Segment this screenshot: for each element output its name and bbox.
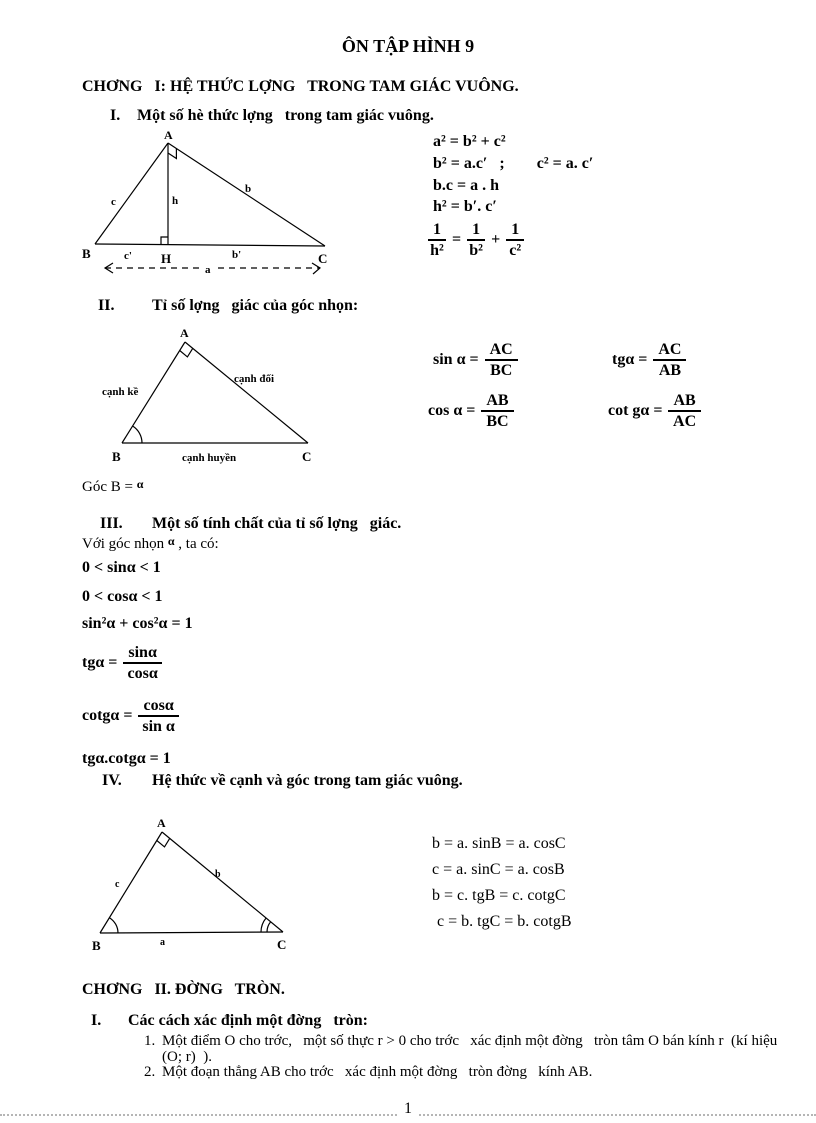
fraction-numerator: cosα (138, 697, 178, 717)
formula-lhs: tgα = (612, 351, 648, 369)
chapter2-heading: CHƠNG II. ĐỜNG TRÒN. (82, 981, 285, 998)
page-title: ÔN TẬP HÌNH 9 (341, 36, 475, 56)
angle-note-text: Góc B = (82, 479, 137, 495)
fraction-1-c2 (506, 221, 524, 260)
formula-product-bc: b.c = a . h (433, 177, 500, 194)
vertex-label-c: C (277, 937, 287, 952)
plus-sign: + (491, 231, 501, 249)
opposite-side-label: cạnh đối (234, 373, 275, 385)
chapter2-section1-heading (91, 1012, 368, 1030)
chapter1-heading: CHƠNG I: HỆ THỨC LỢNG TRONG TAM GIÁC VUÔNG. (82, 78, 519, 95)
vertex-label-c: C (302, 449, 312, 464)
fraction-numerator: AB (668, 392, 700, 412)
formula-cotg (608, 392, 701, 431)
page-number (0, 1100, 816, 1118)
side-label-a: a (160, 937, 165, 948)
formula-pythagoras: a² = b² + c² (433, 133, 506, 150)
list-item (144, 1064, 790, 1080)
fraction-denominator: AC (673, 413, 697, 431)
section4-number: IV. (102, 772, 122, 789)
section1-heading (110, 107, 434, 125)
foot-label-h: H (161, 251, 172, 266)
section4-title: Hệ thức về cạnh và góc trong tam giác vuông. (152, 772, 463, 789)
altitude-label-h: h (172, 195, 179, 207)
section4-heading (102, 772, 463, 790)
fraction-1-h2 (428, 221, 446, 260)
list-item-text: Một điểm O cho trớc, một số thực r > 0 cho trớc xác định một đờng tròn tâm O bán kính r (kí hiệu (O; r) ). (162, 1033, 782, 1066)
property-sin-bounds: 0 < sinα < 1 (82, 559, 161, 576)
property-tg-cotg-product: tgα.cotgα = 1 (82, 750, 171, 767)
vertex-label-c: C (318, 251, 328, 266)
fraction-denominator: cosα (127, 665, 158, 683)
fraction-numerator: sinα (123, 644, 162, 664)
list-item-text: Một đoạn thẳng AB cho trớc xác định một đờng tròn đờng kính AB. (162, 1064, 593, 1080)
fraction-denominator: c² (509, 242, 522, 260)
section3-intro (82, 536, 219, 553)
vertex-label-a: A (157, 818, 166, 830)
fraction (481, 392, 513, 431)
fraction-numerator: AB (481, 392, 513, 412)
formula-altitude-square: h² = b′. c′ (433, 198, 497, 215)
fraction-denominator: h² (430, 242, 444, 260)
property-cotg-ratio (82, 697, 179, 736)
fraction-denominator: b² (469, 242, 483, 260)
fraction (653, 341, 686, 380)
formula-c-tg: c = b. tgC = b. cotgB (437, 913, 572, 930)
intro-text-end: , ta có: (174, 536, 219, 552)
fraction (485, 341, 518, 380)
chapter2-section1-number: I. (91, 1012, 102, 1029)
equals-sign: = (452, 231, 462, 249)
formula-leg-projection: b² = a.c′ ; c² = a. c′ (433, 155, 594, 172)
section1-number: I. (110, 107, 121, 124)
property-cos-bounds: 0 < cosα < 1 (82, 588, 163, 605)
fraction (668, 392, 700, 431)
alpha-symbol: α (136, 477, 144, 491)
intro-text: Với góc nhọn (82, 536, 168, 552)
formula-lhs: cos α = (428, 402, 476, 420)
triangle-lines (100, 832, 283, 933)
vertex-label-a: A (180, 328, 189, 340)
angle-note (82, 479, 143, 496)
fraction-numerator: AC (485, 341, 518, 361)
alpha-symbol: α (167, 534, 175, 548)
vertex-label-a: A (164, 128, 173, 142)
side-angle-triangle-diagram (90, 818, 305, 958)
section3-title: Một số tính chất của tỉ số lợng giác. (152, 515, 402, 532)
page-number-value: 1 (399, 1100, 417, 1117)
adjacent-side-label: cạnh kề (102, 386, 139, 398)
formula-cos (428, 392, 514, 431)
side-label-c: c (111, 196, 116, 208)
right-triangle-altitude-diagram (80, 128, 350, 286)
formula-b-sin: b = a. sinB = a. cosC (432, 835, 566, 852)
side-label-b: b (245, 183, 252, 195)
list-item (144, 1033, 790, 1065)
section3-number: III. (100, 515, 123, 532)
side-label-c: c (115, 879, 120, 890)
fraction-denominator: BC (486, 413, 509, 431)
section2-heading (98, 297, 358, 315)
side-label-b: b (215, 869, 221, 880)
chapter2-section1-title: Các cách xác định một đờng tròn: (128, 1012, 368, 1029)
fraction-denominator: sin α (142, 718, 175, 736)
fraction-numerator: 1 (428, 221, 446, 241)
section2-title: Tỉ số lợng giác của góc nhọn: (152, 297, 359, 314)
fraction-numerator: AC (653, 341, 686, 361)
formula-inverse-squares (428, 221, 524, 260)
fraction-numerator: 1 (506, 221, 524, 241)
formula-lhs: tgα = (82, 654, 118, 672)
fraction (138, 697, 178, 736)
vertex-label-b: B (92, 938, 101, 953)
fraction (123, 644, 162, 683)
base-label-a: a (205, 264, 211, 276)
section2-number: II. (98, 297, 115, 314)
triangle-lines (122, 342, 308, 443)
segment-label-c-prime: c' (124, 250, 132, 262)
formula-sin (433, 341, 518, 380)
section1-title: Một số hè thức lợng trong tam giác vuông. (137, 107, 434, 124)
fraction-numerator: 1 (467, 221, 485, 241)
fraction-denominator: BC (490, 362, 513, 380)
section3-heading (100, 515, 401, 533)
list-item-number: 2. (144, 1064, 156, 1080)
vertex-label-b: B (112, 449, 121, 464)
vertex-label-b: B (82, 246, 91, 261)
list-item-number: 1. (144, 1033, 156, 1049)
fraction-1-b2 (467, 221, 485, 260)
property-tg-ratio (82, 644, 162, 683)
segment-label-b-prime: b' (232, 249, 242, 261)
formula-lhs: cot gα = (608, 402, 663, 420)
formula-lhs: cotgα = (82, 707, 133, 725)
trig-ratio-triangle-diagram (100, 328, 330, 468)
fraction-denominator: AB (658, 362, 682, 380)
formula-b-tg: b = c. tgB = c. cotgC (432, 887, 566, 904)
formula-c-sin: c = a. sinC = a. cosB (432, 861, 565, 878)
formula-tg (612, 341, 686, 380)
property-pythagorean-identity: sin²α + cos²α = 1 (82, 615, 193, 632)
formula-lhs: sin α = (433, 351, 479, 369)
hypotenuse-label: cạnh huyền (182, 452, 237, 464)
